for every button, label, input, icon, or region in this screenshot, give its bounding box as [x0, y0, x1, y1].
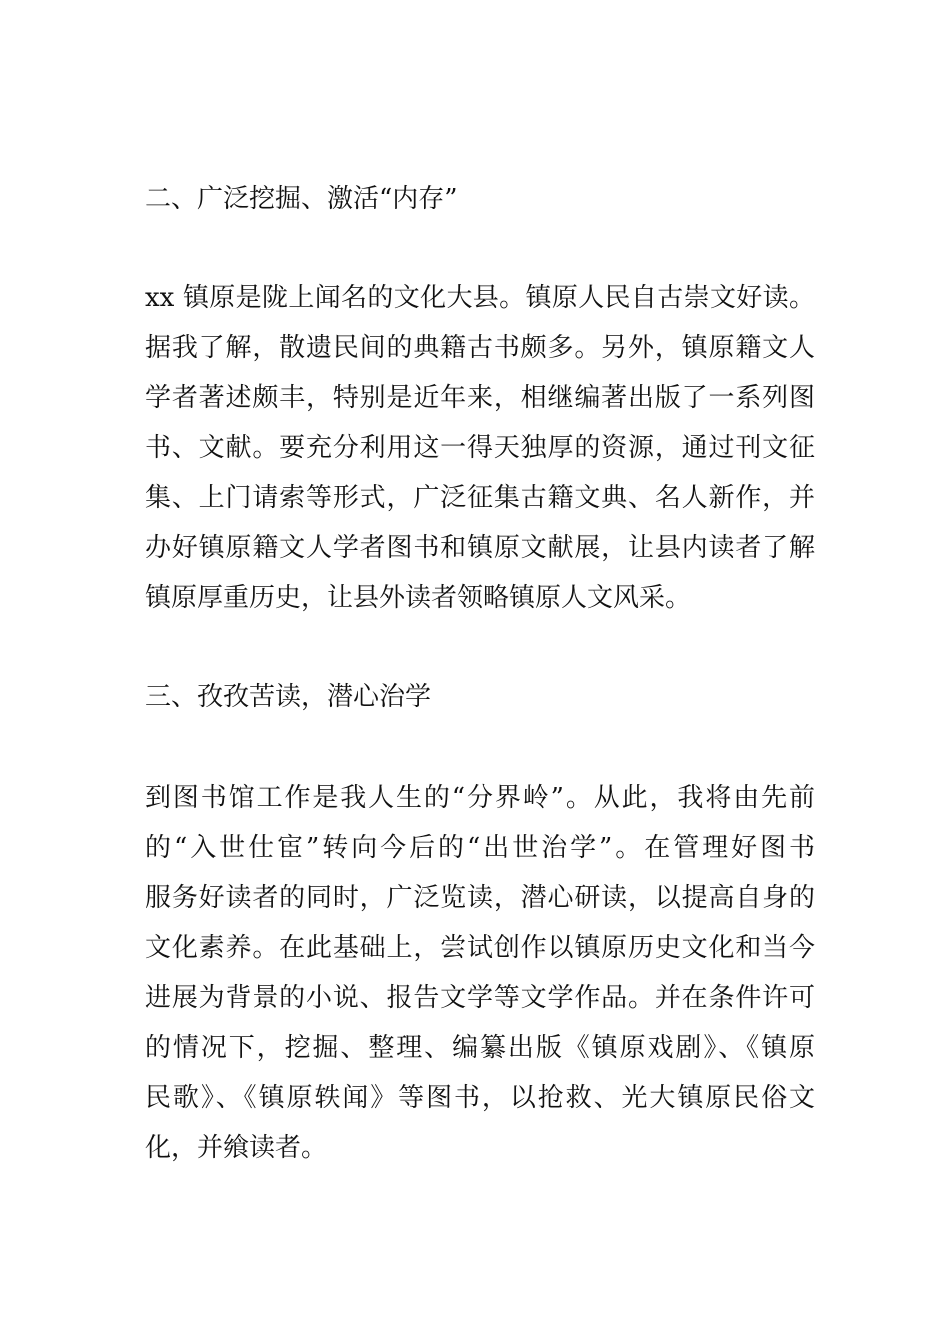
paragraph-line: 集、上门请索等形式，广泛征集古籍文典、名人新作，并: [145, 483, 815, 513]
paragraph-line: 民歌》、《镇原轶闻》等图书，以抢救、光大镇原民俗文: [145, 1083, 815, 1113]
paragraph-line: 办好镇原籍文人学者图书和镇原文献展，让县内读者了解: [145, 533, 815, 563]
section-heading-2: 二、广泛挖掘、激活“内存”: [145, 184, 458, 214]
section-heading-3: 三、孜孜苦读，潜心治学: [145, 682, 432, 712]
paragraph-line: 的情况下，挖掘、整理、编纂出版《镇原戏剧》、《镇原: [145, 1033, 815, 1063]
paragraph-line: 据我了解，散遗民间的典籍古书颇多。另外，镇原籍文人: [145, 333, 815, 363]
paragraph-line: 服务好读者的同时，广泛览读，潜心研读，以提高自身的: [145, 883, 815, 913]
section-paragraph-2: [145, 273, 815, 623]
paragraph-line: xx 镇原是陇上闻名的文化大县。镇原人民自古崇文好读。: [145, 283, 815, 313]
paragraph-line: 的“入世仕宦”转向今后的“出世治学”。在管理好图书: [145, 833, 815, 863]
paragraph-line: 书、文献。要充分利用这一得天独厚的资源，通过刊文征: [145, 433, 815, 463]
paragraph-line: 到图书馆工作是我人生的“分界岭”。从此，我将由先前: [145, 783, 815, 813]
paragraph-line: 镇原厚重历史，让县外读者领略镇原人文风采。: [145, 583, 692, 613]
section-paragraph-3: [145, 773, 815, 1173]
paragraph-line: 化，并飨读者。: [145, 1133, 328, 1163]
paragraph-line: 文化素养。在此基础上，尝试创作以镇原历史文化和当今: [145, 933, 815, 963]
paragraph-line: 学者著述颇丰，特别是近年来，相继编著出版了一系列图: [145, 383, 815, 413]
paragraph-line: 进展为背景的小说、报告文学等文学作品。并在条件许可: [145, 983, 815, 1013]
